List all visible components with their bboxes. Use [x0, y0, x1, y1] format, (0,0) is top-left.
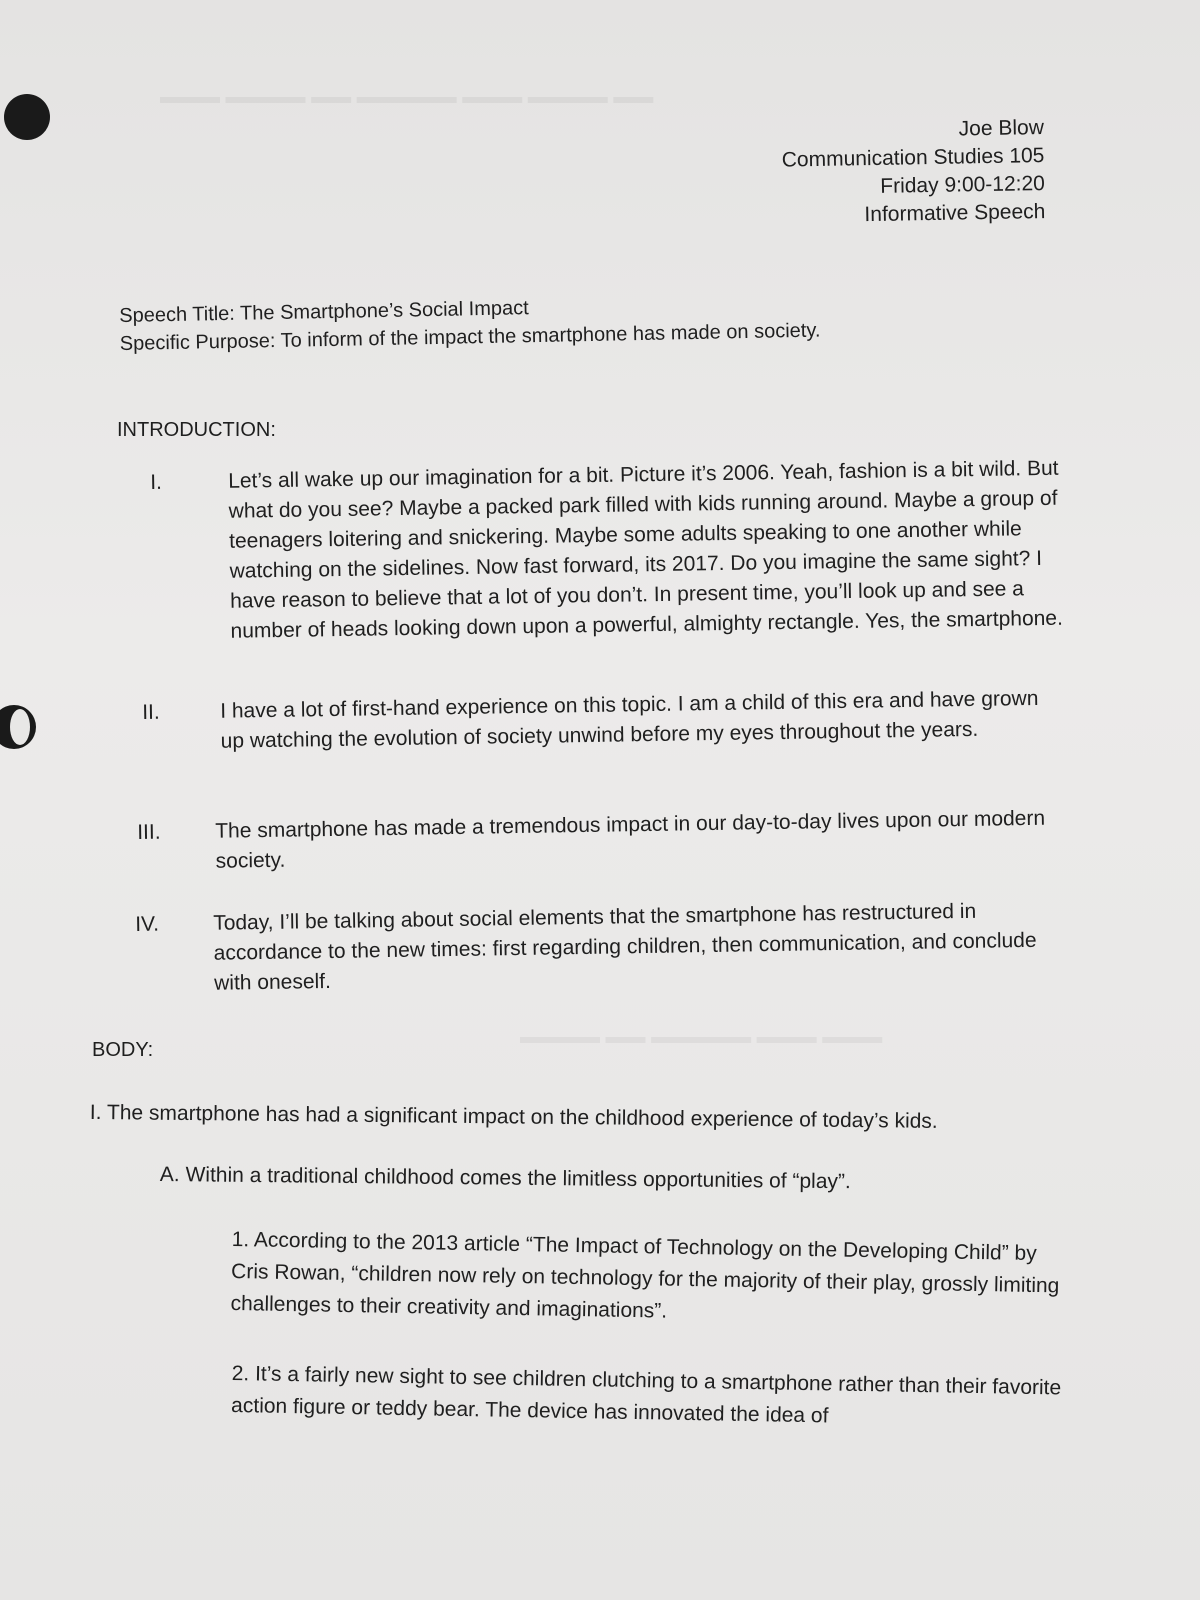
- assignment-type: Informative Speech: [864, 199, 1046, 227]
- body-sub-sub-point: 1. According to the 2013 article “The Impact of Technology on the Developing Child” by Cris Rowan, “children now rely on technology for the majority of their play, grossly limiting challenges to their creativity and imaginations”.: [230, 1227, 1060, 1323]
- introduction-heading: INTRODUCTION:: [117, 419, 276, 441]
- speech-meta: [119, 289, 821, 358]
- intro-point-text: The smartphone has made a tremendous impact in our day-to-day lives upon our modern society.: [215, 806, 1046, 873]
- intro-point: [148, 454, 1071, 648]
- course-name: Communication Studies 105: [781, 143, 1045, 172]
- intro-point: [133, 896, 1054, 1000]
- student-header: [781, 114, 1046, 231]
- bleed-through-texture: ▬▬▬▬ ▬▬ ▬▬▬▬▬ ▬▬▬ ▬▬▬: [520, 1032, 883, 1054]
- intro-point-numeral: III.: [137, 820, 161, 844]
- intro-point-text: Let’s all wake up our imagination for a bit. Picture it’s 2006. Yeah, fashion is a bit wild. But what do you see? Maybe a packed park filled with kids running around. Maybe a group of teenagers loitering and snickering. Maybe some adults speaking to one another while watching on the sidelines. Now fast forward, its 2017. Do you imagine the same sight? I have reason to believe that a lot of you don’t. In present time, you’ll look up and see a number of heads looking down upon a powerful, almighty rectangle. Yes, the smartphone.: [228, 456, 1064, 643]
- body-sub-point: A. Within a traditional childhood comes the limitless opportunities of “play”.: [159, 1162, 851, 1194]
- intro-point-numeral: II.: [142, 700, 160, 724]
- bleed-through-texture: ▬▬▬ ▬▬▬▬ ▬▬ ▬▬▬▬▬ ▬▬▬ ▬▬▬▬ ▬▬: [160, 92, 654, 114]
- intro-point: [135, 804, 1056, 878]
- intro-point: [140, 684, 1061, 758]
- punch-hole: [4, 94, 50, 140]
- intro-point-text: Today, I’ll be talking about social elements that the smartphone has restructured in accordance to the new times: first regarding children, then communication, and conclude with oneself.: [213, 899, 1037, 995]
- specific-purpose: Specific Purpose: To inform of the impact the smartphone has made on society.: [119, 319, 821, 355]
- speech-title: Speech Title: The Smartphone’s Social Impact: [119, 297, 529, 327]
- body-main-point: I. The smartphone has had a significant impact on the childhood experience of today’s kids.: [89, 1100, 938, 1133]
- body-sub-sub-point: 2. It’s a fairly new sight to see children clutching to a smartphone rather than their favorite action figure or teddy bear. The device has innovated the idea of: [230, 1361, 1062, 1428]
- class-schedule: Friday 9:00-12:20: [880, 171, 1046, 198]
- intro-point-numeral: I.: [150, 470, 163, 494]
- intro-point-numeral: IV.: [135, 912, 160, 936]
- punch-hole: [0, 705, 36, 749]
- student-name: Joe Blow: [958, 115, 1045, 141]
- intro-point-text: I have a lot of first-hand experience on this topic. I am a child of this era and have grown up watching the evolution of society unwind before my eyes throughout the years.: [220, 686, 1039, 753]
- body-heading: BODY:: [92, 1039, 154, 1061]
